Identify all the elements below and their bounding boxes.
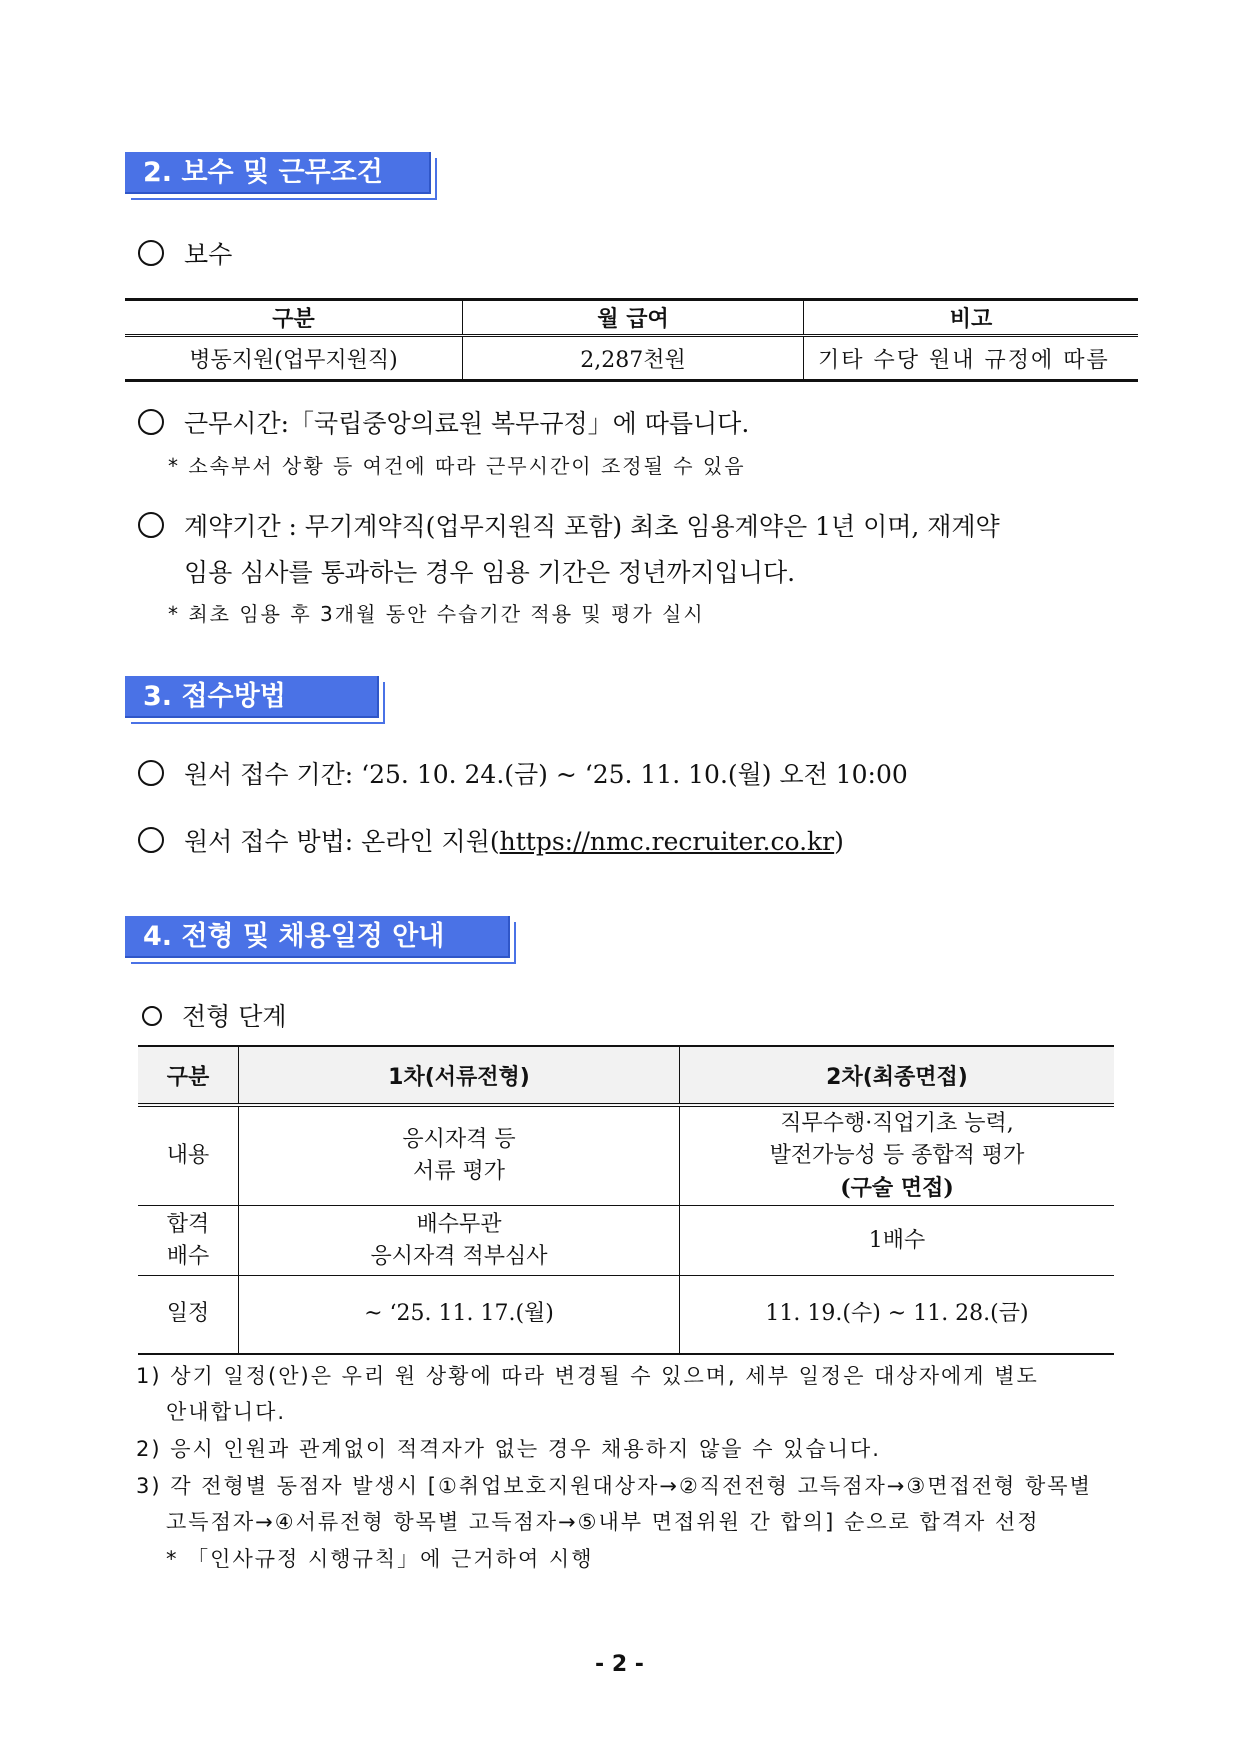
- table-cell: 병동지원(업무지원직): [125, 336, 463, 381]
- circle-bullet-icon: [138, 240, 164, 266]
- table-header: 비고: [804, 300, 1139, 336]
- table-cell: 내용: [138, 1105, 239, 1206]
- stage-label: 전형 단계: [142, 1000, 287, 1034]
- cell-line: 응시자격 적부심사: [370, 1243, 548, 1269]
- pay-table: [125, 298, 1138, 382]
- cell-line: 직무수행·직업기초 능력,: [780, 1111, 1014, 1136]
- table-header: 월 급여: [463, 300, 804, 336]
- cell-line: 발전가능성 등 종합적 평가: [769, 1143, 1025, 1168]
- work-hours-note: * 소속부서 상황 등 여건에 따라 근무시간이 조정될 수 있음: [168, 454, 746, 478]
- note-3-cont: 고득점자→④서류전형 항목별 고득점자→⑤내부 면접위원 간 합의] 순으로 합격자 선정: [166, 1510, 1040, 1534]
- cell-line: 합격: [166, 1211, 210, 1237]
- section-4-header: 4. 전형 및 채용일정 안내: [125, 916, 510, 958]
- circle-bullet-icon: [138, 760, 164, 786]
- table-header: 구분: [138, 1046, 239, 1105]
- note-3: 3) 각 전형별 동점자 발생시 [①취업보호지원대상자→②직전전형 고득점자→③면접전형 항목별: [136, 1474, 1092, 1498]
- table-row: [138, 1105, 1114, 1206]
- table-header-row: [125, 300, 1138, 336]
- section-2-header: 2. 보수 및 근무조건: [125, 152, 431, 194]
- table-cell: [239, 1206, 680, 1276]
- table-row: [125, 336, 1138, 381]
- note-2: 2) 응시 인원과 관계없이 적격자가 없는 경우 채용하지 않을 수 있습니다.: [136, 1437, 881, 1461]
- cell-line: 응시자격 등: [402, 1127, 516, 1152]
- cell-line: 배수: [166, 1243, 210, 1269]
- work-hours: 근무시간:「국립중앙의료원 복무규정」에 따릅니다.: [138, 407, 749, 441]
- cell-line: 배수무관: [416, 1211, 502, 1237]
- contract-period: 계약기간 : 무기계약직(업무지원직 포함) 최초 임용계약은 1년 이며, 재계약: [138, 510, 1000, 544]
- application-method: 원서 접수 방법: 온라인 지원(https://nmc.recruiter.co.kr): [138, 825, 844, 859]
- table-cell: [239, 1105, 680, 1206]
- circle-bullet-icon: [138, 827, 164, 853]
- pay-label: 보수: [138, 238, 232, 272]
- table-header-row: [138, 1046, 1114, 1105]
- cell-line: (구술 면접): [840, 1175, 954, 1201]
- note-3-subnote: * 「인사규정 시행규칙」에 근거하여 시행: [166, 1547, 594, 1571]
- cell-line: 서류 평가: [412, 1159, 505, 1184]
- circle-bullet-icon: [138, 512, 164, 538]
- contract-note: * 최초 임용 후 3개월 동안 수습기간 적용 및 평가 실시: [168, 602, 705, 626]
- table-cell: 기타 수당 원내 규정에 따름: [804, 336, 1139, 381]
- table-cell: [138, 1206, 239, 1276]
- table-cell: 2,287천원: [463, 336, 804, 381]
- section-3-header: 3. 접수방법: [125, 676, 379, 718]
- table-cell: 1배수: [680, 1206, 1115, 1276]
- recruiter-link[interactable]: https://nmc.recruiter.co.kr: [499, 827, 835, 856]
- table-header: 구분: [125, 300, 463, 336]
- circle-bullet-icon: [142, 1006, 162, 1026]
- stage-table: [138, 1045, 1114, 1355]
- table-cell: ~ ‘25. 11. 17.(월): [239, 1276, 680, 1354]
- circle-bullet-icon: [138, 409, 164, 435]
- table-row: [138, 1276, 1114, 1354]
- table-cell: 11. 19.(수) ~ 11. 28.(금): [680, 1276, 1115, 1354]
- application-period: 원서 접수 기간: ‘25. 10. 24.(금) ~ ‘25. 11. 10.(월) 오전 10:00: [138, 758, 908, 792]
- table-cell: 일정: [138, 1276, 239, 1354]
- table-header: 2차(최종면접): [680, 1046, 1115, 1105]
- contract-period-cont: 임용 심사를 통과하는 경우 임용 기간은 정년까지입니다.: [184, 558, 796, 587]
- note-1-cont: 안내합니다.: [166, 1400, 287, 1424]
- table-header: 1차(서류전형): [239, 1046, 680, 1105]
- note-1: 1) 상기 일정(안)은 우리 원 상황에 따라 변경될 수 있으며, 세부 일정은 대상자에게 별도: [136, 1364, 1039, 1388]
- table-cell: [680, 1105, 1115, 1206]
- page-number: - 2 -: [595, 1652, 644, 1677]
- table-row: [138, 1206, 1114, 1276]
